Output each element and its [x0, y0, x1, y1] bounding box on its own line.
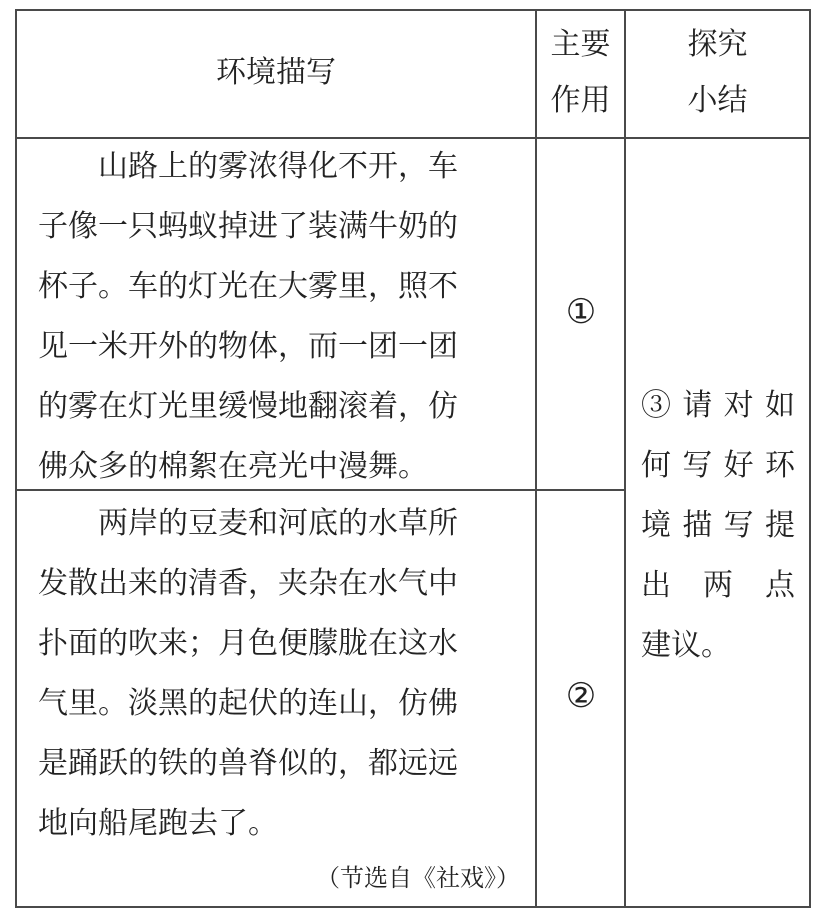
passage-1-line: 子像一只蚂蚁掉进了装满牛奶的: [38, 209, 458, 244]
passage-1-line: 山路上的雾浓得化不开，车: [98, 149, 458, 184]
summary-line: ③请对如: [641, 388, 795, 423]
table-border-left: [15, 9, 17, 908]
column-divider-2: [624, 9, 626, 908]
passage-1-line: 的雾在灯光里缓慢地翻滚着，仿: [38, 389, 458, 424]
header-role-line1: 主要: [550, 27, 611, 62]
header-summary-line2: 小结: [687, 83, 748, 118]
passage-2-line: 气里。淡黑的起伏的连山，仿佛: [38, 686, 458, 721]
source-citation: （节选自《社戏》）: [316, 864, 520, 892]
passage-1-line: 杯子。车的灯光在大雾里，照不: [38, 269, 458, 304]
summary-line: 何写好环: [641, 448, 795, 483]
header-description: 环境描写: [216, 55, 336, 90]
table-border-top: [15, 9, 811, 11]
summary-line: 出两点: [641, 568, 795, 603]
passage-2-line: 扑面的吹来；月色便朦胧在这水: [38, 626, 458, 661]
header-summary-line1: 探究: [687, 27, 748, 62]
passage-2-line: 发散出来的清香，夹杂在水气中: [38, 566, 458, 601]
header-role-line2: 作用: [550, 83, 611, 118]
answer-blank-2: ②: [565, 676, 597, 716]
summary-line: 境描写提: [641, 508, 795, 543]
passage-1: [38, 137, 458, 497]
passage-2-line: 两岸的豆麦和河底的水草所: [98, 506, 458, 541]
table-border-right: [809, 9, 811, 908]
answer-blank-1: ①: [565, 292, 597, 332]
passage-1-line: 见一米开外的物体，而一团一团: [38, 329, 458, 364]
summary-prompt: [641, 376, 795, 676]
passage-2: [38, 494, 458, 854]
passage-1-line: 佛众多的棉絮在亮光中漫舞。: [38, 449, 428, 484]
column-divider-1: [535, 9, 537, 908]
table-border-bottom: [15, 906, 811, 908]
passage-2-line: 地向船尾跑去了。: [38, 806, 278, 841]
summary-line: 建议。: [641, 628, 731, 663]
passage-2-line: 是踊跃的铁的兽脊似的，都远远: [38, 746, 458, 781]
